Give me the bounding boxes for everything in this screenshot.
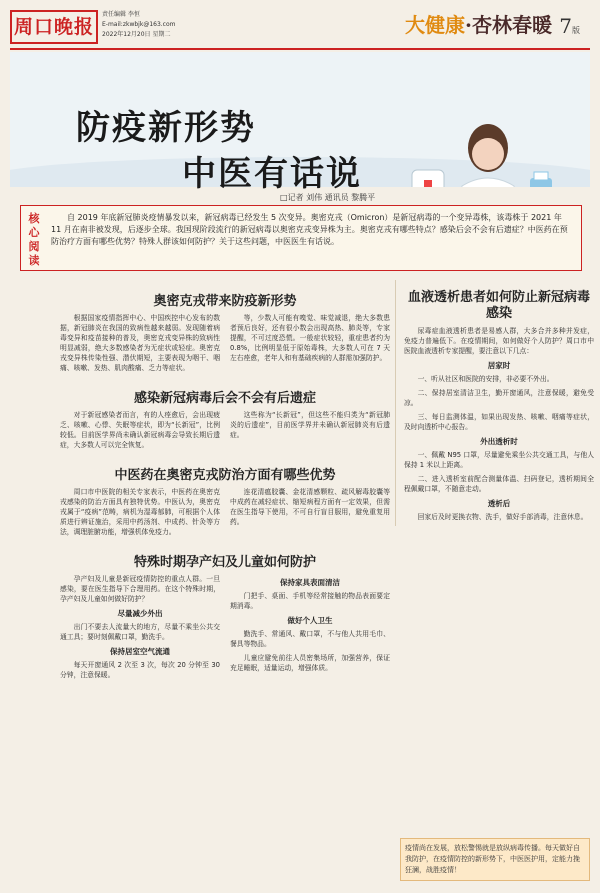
paragraph: 根据国家疫情指挥中心、中国疾控中心发布的数据，新冠肺炎在我国的致病性越来越弱。发现随着病毒变异和疫苗接种的普及，奥密克戎变异株的致病性明显减弱，绝大多数感染者为无症状或轻症。奥密克戎变异株传染性强、潜伏期短，主要表现为咽干、咽痛、咳嗽、发热、肌肉酸痛、乏力等症状。 xyxy=(60,314,220,372)
date-line: 2022年12月20日 星期二 xyxy=(102,31,171,38)
masthead xyxy=(10,4,590,50)
article-title: 血液透析患者如何防止新冠病毒感染 xyxy=(407,290,590,321)
article-title: 特殊时期孕产妇及儿童如何防护 xyxy=(133,555,316,570)
article-title: 中医药在奥密克戎防治方面有哪些优势 xyxy=(114,468,336,483)
subheading: 外出透析时 xyxy=(480,437,518,446)
paragraph: 周口市中医院的相关专家表示，中医药在奥密克戎感染的防治方面具有独特优势。中医认为，奥密克戎属于“疫病”范畴，病机为湿毒郁肺，可根据个人体质进行辨证施治，采用中药汤剂、中成药、针灸等方法，调理脏腑功能，增强机体免疫力。 xyxy=(60,488,220,536)
paragraph: 一、佩戴 N95 口罩，尽量避免乘坐公共交通工具，与他人保持 1 米以上距离。 xyxy=(404,451,594,469)
byline: □记者 刘伟 通讯员 黎腾平 xyxy=(280,193,376,202)
summary-label: 核心阅读 xyxy=(28,212,40,267)
section-name: 杏林春暖 xyxy=(472,13,552,37)
closing-note-box: 疫情尚在发展，放松警惕就是放纵病毒传播。每天做好自我防护，在疫情防控的新形势下，中医医护用，定能力挽狂澜，战胜疫情！ xyxy=(400,838,590,881)
paragraph: 回家后及时更换衣物、洗手，做好手部消毒，注意休息。 xyxy=(417,513,588,521)
subheading: 做好个人卫生 xyxy=(287,616,333,625)
page-number: 7版 xyxy=(559,14,580,38)
paragraph: 尿毒症血液透析患者是易感人群，大多合并多种并发症，免疫力普遍低下。在疫情期间，如何做好个人防护？周口市中医院血液透析专家提醒，要注意以下几点： xyxy=(404,327,594,355)
email-line: E-mail:zkwbjk@163.com xyxy=(102,21,176,28)
article-title: 奥密克戎带来防疫新形势 xyxy=(153,294,297,309)
newspaper-logo: 周口晚报 xyxy=(10,10,98,44)
paragraph: 二、进入透析室前配合测量体温、扫码登记，透析期间全程佩戴口罩，不随意走动。 xyxy=(404,475,594,493)
subheading: 保持居室空气流通 xyxy=(110,647,170,656)
article-body xyxy=(60,574,390,684)
subheading: 保持家具表面清洁 xyxy=(280,578,340,587)
paragraph: 三、每日监测体温，如果出现发热、咳嗽、咽痛等症状，及时向透析中心报告。 xyxy=(404,413,594,431)
article-body xyxy=(60,313,390,377)
article-body xyxy=(60,410,390,454)
paragraph: 出门不要去人流量大的地方，尽量不乘坐公共交通工具；要时刻佩戴口罩，勤洗手。 xyxy=(60,623,220,641)
paragraph: 连花清瘟胶囊、金花清感颗粒、疏风解毒胶囊等中成药在减轻症状、缩短病程方面有一定效果，但需在医生指导下使用，不可自行盲目服用，避免重复用药。 xyxy=(230,488,390,526)
paragraph: 孕产妇及儿童是新冠疫情防控的重点人群。一旦感染，要在医生指导下合理用药。在这个特殊时期，孕产妇及儿童如何做好防护？ xyxy=(60,575,220,603)
headline-line-2: 中医有话说 xyxy=(182,154,362,194)
section-title: 大健康·杏林春暖 xyxy=(405,13,552,37)
subheading: 尽量减少外出 xyxy=(117,609,163,618)
paragraph: 儿童应避免前往人员密集场所，加强营养，保证充足睡眠，适量运动，增强体质。 xyxy=(230,654,390,672)
article-body xyxy=(60,487,390,541)
subheading: 居家时 xyxy=(487,361,511,370)
paragraph: 门把手、桌面、手机等经常接触的物品表面要定期消毒。 xyxy=(230,592,390,610)
section-brand: 大健康 xyxy=(405,13,466,37)
paragraph: 对于新冠感染者而言，有的人痊愈后，会出现疲乏、咳嗽、心悸、失眠等症状，即为“长新冠”，比例较低。目前医学界尚未确认新冠病毒会导致长期后遗症，大多数人可以完全恢复。 xyxy=(60,411,220,449)
doctor-illustration xyxy=(370,108,570,187)
paragraph: 二、保持居室清洁卫生，勤开窗通风，注意保暖，避免受凉。 xyxy=(404,389,594,407)
subheading: 透析后 xyxy=(487,499,511,508)
editor-line: 责任编辑 李恒 xyxy=(102,11,140,18)
summary-text: 自 2019 年底新冠肺炎疫情暴发以来，新冠病毒已经发生 5 次变异。奥密克戎（Omicron）是新冠病毒的一个变异毒株，该毒株于 2021 年 11 月在南非被发现，后逐步全球。我国现阶段流行的新冠病毒以奥密克戎变异株为主。奥密克戎有哪些特点？感染后会不会有后遗症？中医药在预防治疗方面有哪些优势？特殊人群该如何防护？关于这些问题，中医医生有话说。 xyxy=(51,213,568,246)
right-column xyxy=(395,280,594,526)
left-column xyxy=(60,280,390,684)
paragraph: 勤洗手、常通风、戴口罩，不与他人共用毛巾、餐具等物品。 xyxy=(230,630,390,648)
paragraph: 这些称为“长新冠”，但这些不能归类为“新冠肺炎的后遗症”，目前医学界并未确认新冠肺炎有后遗症。 xyxy=(230,411,390,439)
headline-line-1: 防疫新形势 xyxy=(76,108,256,148)
article-title: 感染新冠病毒后会不会有后遗症 xyxy=(133,391,316,406)
core-summary-box xyxy=(20,205,582,271)
editor-info xyxy=(102,10,176,40)
paragraph: 一、听从社区和医院的安排，非必要不外出。 xyxy=(417,375,554,383)
paragraph: 每天开窗通风 2 次至 3 次，每次 20 分钟至 30 分钟，注意保暖。 xyxy=(60,661,220,679)
paragraph: 等，少数人可能有嗅觉、味觉减退，绝大多数患者预后良好，还有很小数会出现高热、肺炎等，专家提醒，不可过度恐慌。一般症状较轻，重症患者约为 0.8%，比例明显低于原始毒株，大多数人可在 7 天左右痊愈，老年人和有基础疾病的人群需加强防护。 xyxy=(230,314,390,362)
